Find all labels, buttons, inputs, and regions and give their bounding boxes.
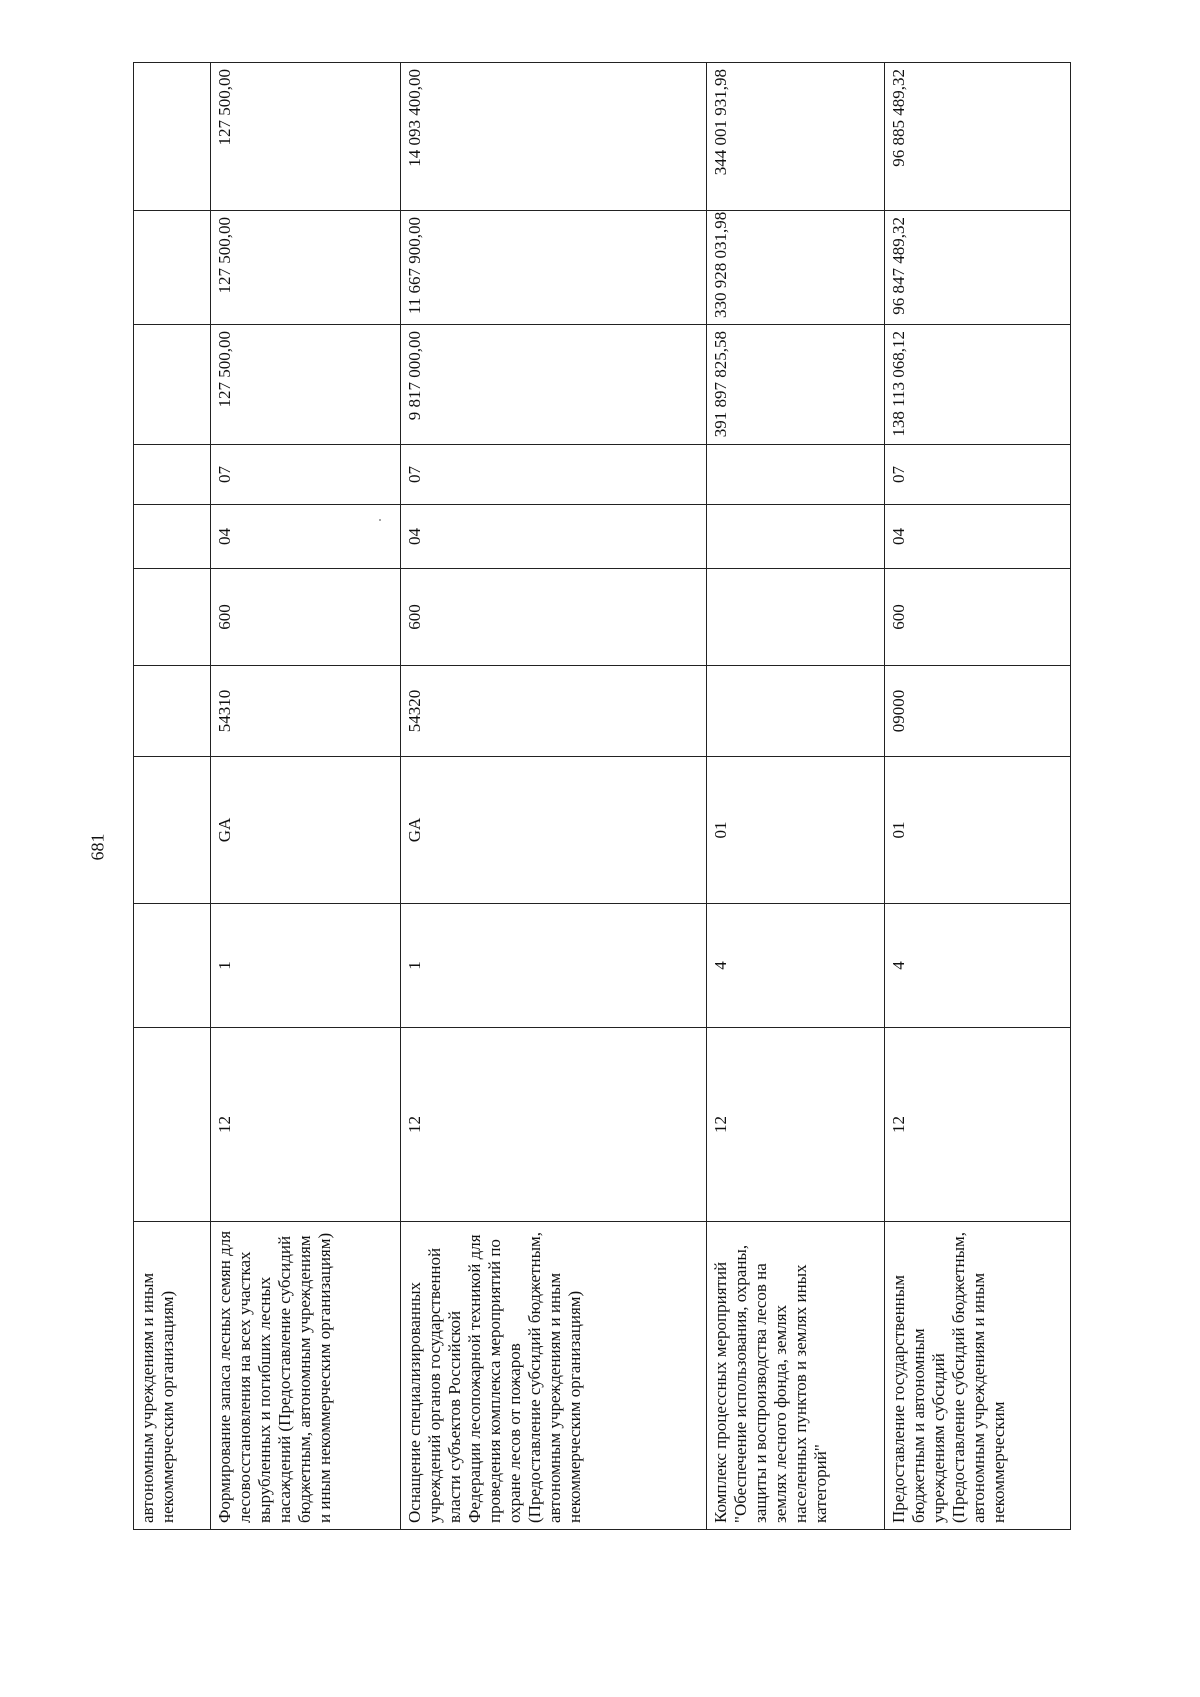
code-cell: 600 <box>401 569 707 666</box>
amount-cell: 9 817 000,00 <box>401 325 707 445</box>
table-row <box>885 63 1071 1530</box>
amount-cell <box>134 325 211 445</box>
code-cell <box>134 1028 211 1222</box>
amount-cell: 127 500,00 <box>211 211 401 325</box>
table-row <box>211 63 401 1530</box>
amount-cell: 138 113 068,12 <box>885 325 1071 445</box>
code-cell <box>134 569 211 666</box>
rotated-table-wrapper <box>133 63 1070 1530</box>
amount-cell: 127 500,00 <box>211 63 401 211</box>
amount-cell <box>134 211 211 325</box>
amount-cell: 127 500,00 <box>211 325 401 445</box>
code-cell: 04 <box>401 505 707 569</box>
code-cell: 12 <box>211 1028 401 1222</box>
code-cell: 07 <box>885 445 1071 505</box>
amount-cell: 391 897 825,58 <box>707 325 885 445</box>
code-cell: 54310 <box>211 666 401 757</box>
amount-cell: 96 847 489,32 <box>885 211 1071 325</box>
table-row <box>401 63 707 1530</box>
amount-cell: 344 001 931,98 <box>707 63 885 211</box>
code-cell <box>134 904 211 1028</box>
scan-speck <box>379 519 381 521</box>
description-cell: автономным учреждениям и иным некоммерческим организациям) <box>134 1222 211 1530</box>
code-cell: 1 <box>211 904 401 1028</box>
code-cell <box>707 569 885 666</box>
amount-cell: 96 885 489,32 <box>885 63 1071 211</box>
code-cell: 01 <box>885 757 1071 904</box>
code-cell <box>707 666 885 757</box>
code-cell: 600 <box>211 569 401 666</box>
code-cell: 04 <box>211 505 401 569</box>
code-cell: 07 <box>401 445 707 505</box>
code-cell: 12 <box>401 1028 707 1222</box>
code-cell <box>134 757 211 904</box>
code-cell: 09000 <box>885 666 1071 757</box>
page-number: 681 <box>87 833 108 861</box>
code-cell <box>707 445 885 505</box>
description-cell: Оснащение специализированных учреждений органов государственной власти субъектов Российской Федерации лесопожарной техникой для проведения комплекса мероприятий по охране лесов от пожаров (Предоставление субсидий бюджетным, автономным учреждениям и иным некоммерческим организациям) <box>401 1222 707 1530</box>
description-cell: Комплекс процессных мероприятий "Обеспечение использования, охраны, защиты и воспроизводства лесов на землях лесного фонда, землях населенных пунктов и землях иных категорий" <box>707 1222 885 1530</box>
code-cell: 07 <box>211 445 401 505</box>
code-cell: 12 <box>885 1028 1071 1222</box>
description-cell: Формирование запаса лесных семян для лесовосстановления на всех участках вырубленных и погибших лесных насаждений (Предоставление субсидий бюджетным, автономным учреждениям и иным некоммерческим организациям) <box>211 1222 401 1530</box>
code-cell <box>134 445 211 505</box>
table-row <box>707 63 885 1530</box>
code-cell: 54320 <box>401 666 707 757</box>
code-cell <box>134 505 211 569</box>
amount-cell: 330 928 031,98 <box>707 211 885 325</box>
code-cell <box>134 666 211 757</box>
code-cell: GA <box>211 757 401 904</box>
budget-table <box>133 62 1071 1530</box>
code-cell <box>707 505 885 569</box>
code-cell: 04 <box>885 505 1071 569</box>
amount-cell <box>134 63 211 211</box>
code-cell: 4 <box>707 904 885 1028</box>
table-row <box>134 63 211 1530</box>
amount-cell: 14 093 400,00 <box>401 63 707 211</box>
code-cell: 4 <box>885 904 1071 1028</box>
amount-cell: 11 667 900,00 <box>401 211 707 325</box>
code-cell: 600 <box>885 569 1071 666</box>
description-cell: Предоставление государственным бюджетным и автономным учреждениям субсидий (Предоставление субсидий бюджетным, автономным учреждениям и иным некоммерческим <box>885 1222 1071 1530</box>
code-cell: GA <box>401 757 707 904</box>
code-cell: 1 <box>401 904 707 1028</box>
code-cell: 01 <box>707 757 885 904</box>
code-cell: 12 <box>707 1028 885 1222</box>
